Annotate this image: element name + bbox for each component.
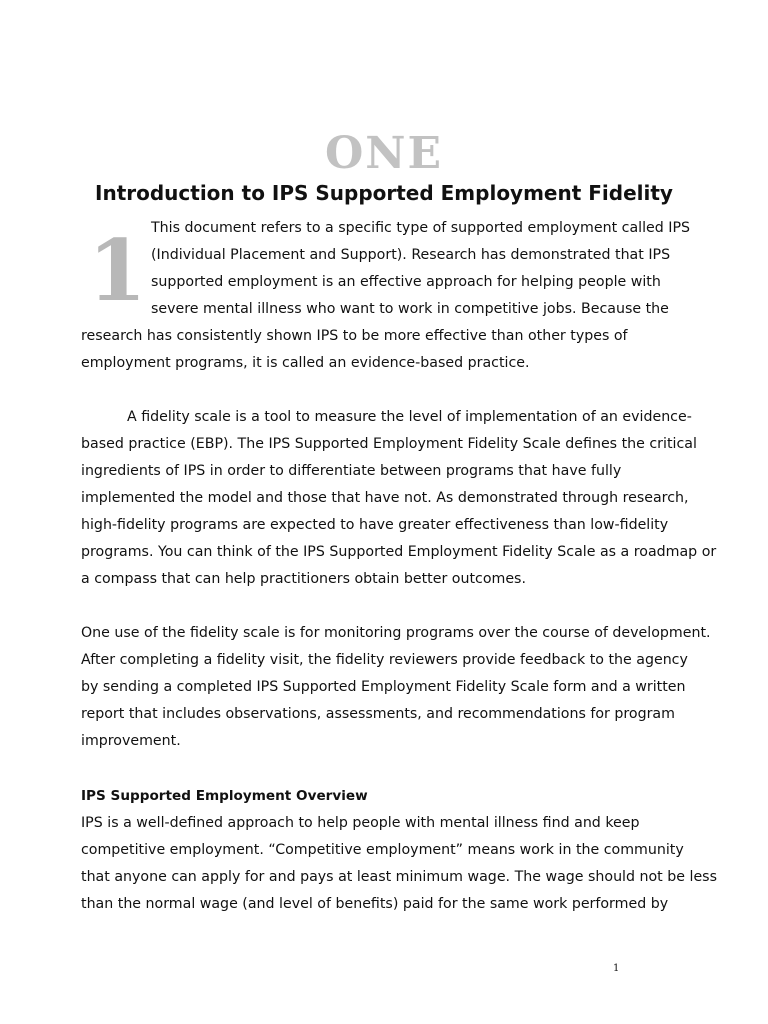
paragraph-line: based practice (EBP). The IPS Supported Employment Fidelity Scale defines the critical xyxy=(81,436,697,452)
paragraph-line: One use of the fidelity scale is for monitoring programs over the course of development. xyxy=(81,625,711,641)
paragraph-line: competitive employment. “Competitive employment” means work in the community xyxy=(81,842,684,858)
paragraph-line: employment programs, it is called an evidence-based practice. xyxy=(81,355,530,371)
section-heading: IPS Supported Employment Overview xyxy=(81,788,368,804)
paragraph-line: IPS is a well-defined approach to help people with mental illness find and keep xyxy=(81,815,640,831)
paragraph-line: (Individual Placement and Support). Research has demonstrated that IPS xyxy=(151,247,671,263)
paragraph-line: severe mental illness who want to work in competitive jobs. Because the xyxy=(151,301,669,317)
drop-cap-number: 1 xyxy=(88,221,147,320)
paragraph-line: programs. You can think of the IPS Supported Employment Fidelity Scale as a roadmap or xyxy=(81,544,717,560)
paragraph-line: implemented the model and those that have not. As demonstrated through research, xyxy=(81,490,689,506)
paragraph-line: research has consistently shown IPS to be more effective than other types of xyxy=(81,328,628,344)
paragraph-line: ingredients of IPS in order to differentiate between programs that have fully xyxy=(81,463,622,479)
paragraph-line: by sending a completed IPS Supported Employment Fidelity Scale form and a written xyxy=(81,679,686,695)
paragraph-line: This document refers to a specific type of supported employment called IPS xyxy=(151,220,691,236)
paragraph-line: that anyone can apply for and pays at least minimum wage. The wage should not be less xyxy=(81,869,717,885)
paragraph-line: A fidelity scale is a tool to measure the level of implementation of an evidence- xyxy=(127,409,692,425)
paragraph-line: report that includes observations, assessments, and recommendations for program xyxy=(81,706,675,722)
chapter-number-word: ONE xyxy=(324,128,444,179)
page-number: 1 xyxy=(613,963,620,974)
paragraph-line: supported employment is an effective approach for helping people with xyxy=(151,274,661,290)
paragraph-line: improvement. xyxy=(81,733,181,749)
paragraph-line: high-fidelity programs are expected to have greater effectiveness than low-fidelity xyxy=(81,517,669,533)
paragraph-line: a compass that can help practitioners obtain better outcomes. xyxy=(81,571,526,587)
paragraph-line: than the normal wage (and level of benefits) paid for the same work performed by xyxy=(81,896,669,912)
paragraph-line: After completing a fidelity visit, the fidelity reviewers provide feedback to the agency xyxy=(81,652,688,668)
chapter-title: Introduction to IPS Supported Employment Fidelity xyxy=(95,181,673,205)
